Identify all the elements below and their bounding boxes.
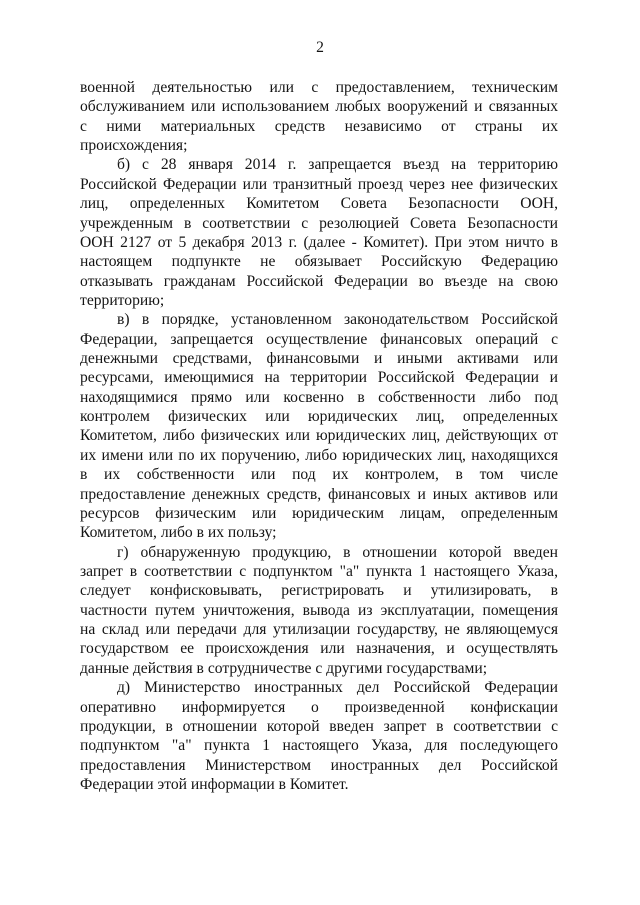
paragraph-g — [80, 543, 558, 679]
text-line: контролем физических или юридических лиц, определенных — [80, 408, 558, 426]
text-line: происхождения; — [80, 137, 188, 155]
text-line: предоставление денежных средств, финансовых и иных активов или — [80, 485, 558, 503]
text-line: ресурсов физическим или юридическим лицам, определенным — [80, 504, 558, 522]
text-line: Федерации этой информации в Комитет. — [80, 775, 349, 793]
paragraph-v — [80, 310, 558, 542]
text-line: лиц, определенных Комитетом Совета Безопасности ООН, — [80, 195, 558, 213]
text-line: обслуживанием или использованием любых вооружений и связанных — [80, 98, 558, 116]
text-line: данные действия в сотрудничестве с другими государствами; — [80, 659, 488, 677]
text-line: находящимися прямо или косвенно в собственности либо под — [80, 388, 558, 406]
paragraph-b — [80, 155, 558, 310]
text-line: военной деятельностью или с предоставлением, техническим — [80, 79, 558, 96]
text-line: запрет в соответствии с подпунктом "а" пункта 1 настоящего Указа, — [80, 562, 558, 580]
text-line: продукции, в отношении которой введен запрет в соответствии с — [80, 717, 558, 735]
text-line: б) с 28 января 2014 г. запрещается въезд на территорию — [117, 156, 558, 174]
text-line: ООН 2127 от 5 декабря 2013 г. (далее - Комитет). При этом ничто в — [80, 233, 558, 251]
paragraph-continuation — [80, 78, 558, 155]
text-line: Комитетом, либо физических или юридических лиц, действующих от — [80, 427, 558, 445]
text-line: на склад или передачи для утилизации государству, не являющемуся — [80, 621, 558, 639]
text-line: в их собственности или под их контролем, в том числе — [80, 466, 558, 484]
text-line: их имени или по их поручению, либо юридических лиц, находящихся — [80, 446, 558, 464]
text-line: Российской Федерации или транзитный проезд через нее физических — [80, 175, 558, 193]
text-line: государством ее происхождения или назначения, и осуществлять — [80, 640, 558, 658]
document-body — [80, 78, 558, 794]
text-line: Комитетом, либо в их пользу; — [80, 524, 277, 542]
text-line: в) в порядке, установленном законодательством Российской — [117, 311, 558, 329]
text-line: отказывать гражданам Российской Федерации во въезде на свою — [80, 272, 558, 290]
text-line: денежными средствами, финансовыми и иными активами или — [80, 350, 558, 368]
text-line: с ними материальных средств независимо от страны их — [80, 117, 558, 135]
text-line: д) Министерство иностранных дел Российской Федерации — [117, 679, 558, 697]
paragraph-d — [80, 678, 558, 794]
text-line: предоставления Министерством иностранных дел Российской — [80, 756, 558, 774]
text-line: г) обнаруженную продукцию, в отношении которой введен — [117, 543, 558, 561]
text-line: оперативно информируется о произведенной конфискации — [80, 698, 558, 716]
text-line: ресурсами, имеющимися на территории Российской Федерации и — [80, 369, 558, 387]
page-number: 2 — [316, 39, 324, 56]
text-line: частности путем уничтожения, вывода из эксплуатации, помещения — [80, 601, 558, 619]
text-line: Федерации, запрещается осуществление финансовых операций с — [80, 330, 558, 348]
text-line: настоящем подпункте не обязывает Российскую Федерацию — [80, 253, 558, 271]
text-line: подпунктом "а" пункта 1 настоящего Указа, для последующего — [80, 737, 558, 755]
text-line: территорию; — [80, 291, 165, 309]
text-line: следует конфисковывать, регистрировать и утилизировать, в — [80, 582, 558, 600]
text-line: учрежденным в соответствии с резолюцией Совета Безопасности — [80, 214, 558, 232]
